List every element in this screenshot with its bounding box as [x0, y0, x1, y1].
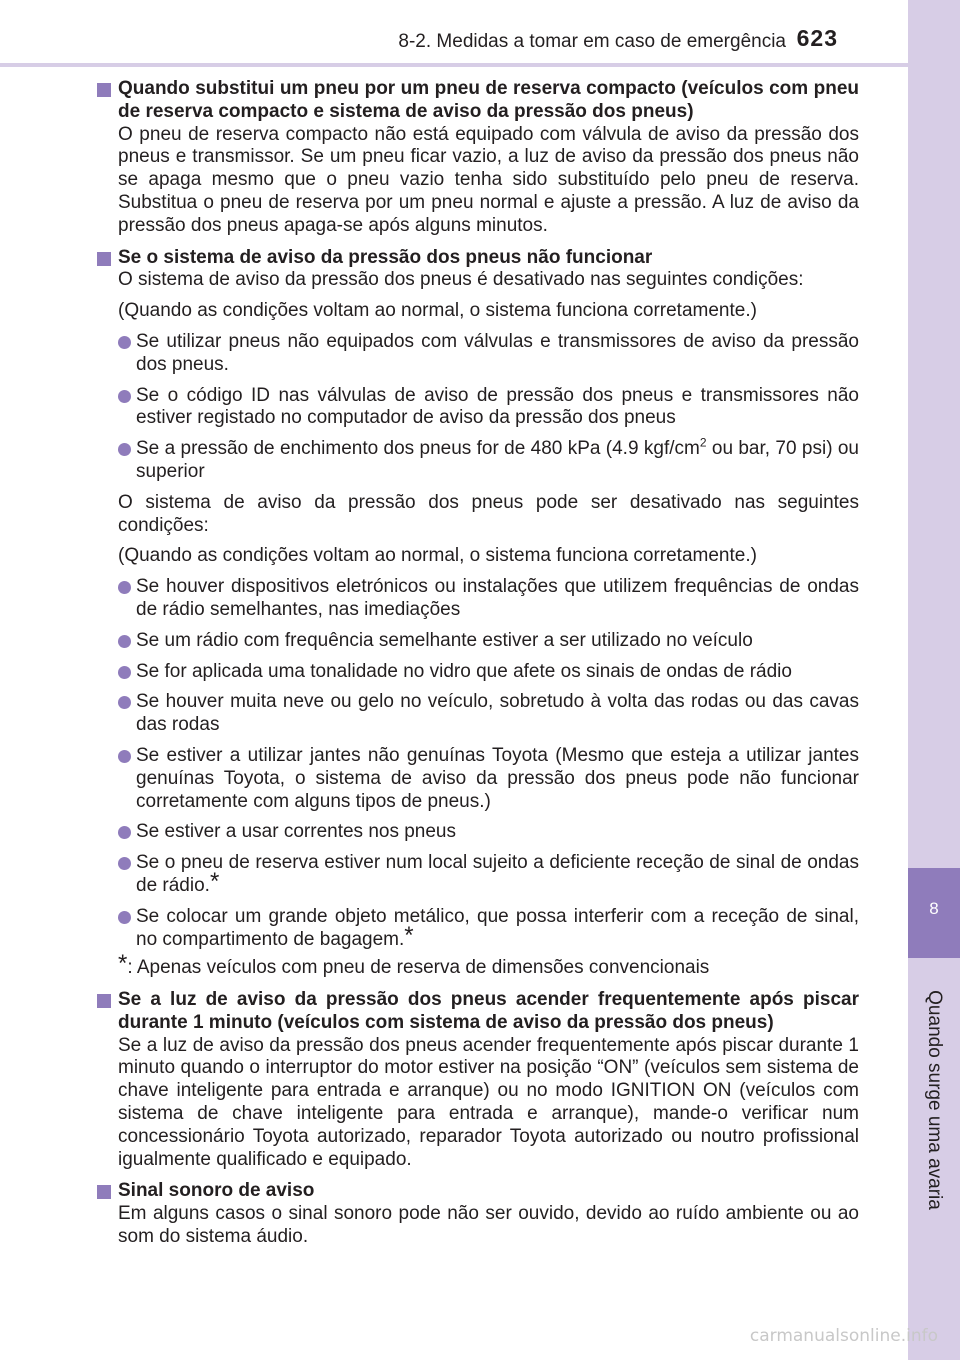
list-item: Se a pressão de enchimento dos pneus for de 480 kPa (4.9 kgf/$cm^2$ ou bar, 70 psi) ou superior — [118, 438, 859, 484]
side-tab-label: Quando surge uma avaria — [924, 990, 945, 1210]
section-compact-spare — [97, 78, 859, 238]
list-item: Se o pneu de reserva estiver num local sujeito a deficiente receção de sinal de ondas de rádio.* — [118, 852, 859, 898]
chapter-title: 8-2. Medidas a tomar em caso de emergência — [398, 31, 786, 52]
section-intro: O sistema de aviso da pressão dos pneus pode ser desativado nas seguintes condições: — [118, 491, 859, 536]
watermark: carmanualsonline.info — [749, 1326, 938, 1346]
round-bullet-icon — [118, 696, 131, 709]
page-header — [0, 0, 908, 64]
list-item: Se for aplicada uma tonalidade no vidro que afete os sinais de ondas de rádio — [118, 661, 859, 684]
section-body: O pneu de reserva compacto não está equipado com válvula de aviso da pressão dos pneus e transmissor. Se um pneu ficar vazio, a luz de aviso da pressão dos pneus não se apaga mesmo que o pneu vazio tenha sido substituído pelo pneu de reserva. Substitua o pneu de reserva por um pneu normal e ajuste a pressão. A luz de aviso da pressão dos pneus apaga-se após alguns minutos. — [118, 123, 859, 236]
section-body: Se a luz de aviso da pressão dos pneus acender frequentemente após piscar durante 1 minuto quando o interruptor do motor estiver na posição “ON” (veículos sem sistema de chave inteligente para entrada e arranque) ou no modo IGNITION ON (veículos com sistema de chave inteligente para entrada e arranque), mande-o verificar num concessionário Toyota autorizado, reparador Toyota autorizado ou noutro profissional igualmente qualificado e equipado. — [118, 1034, 859, 1170]
round-bullet-icon — [118, 826, 131, 839]
list-item: Se houver dispositivos eletrónicos ou instalações que utilizem frequências de ondas de rádio semelhantes, nas imediações — [118, 576, 859, 622]
footnote-asterisk: * — [404, 921, 414, 949]
round-bullet-icon — [118, 443, 131, 456]
section-heading: Se o sistema de aviso da pressão dos pneus não funcionar — [118, 246, 653, 268]
list-item: Se colocar um grande objeto metálico, que possa interferir com a receção de sinal, no compartimento de bagagem.* — [118, 906, 859, 952]
header-rule — [0, 63, 908, 67]
side-tab-number: 8 — [908, 868, 960, 958]
page-content — [97, 78, 859, 1258]
round-bullet-icon — [118, 666, 131, 679]
round-bullet-icon — [118, 911, 131, 924]
footnote: *: Apenas veículos com pneu de reserva de dimensões convencionais — [118, 950, 710, 979]
square-bullet-icon — [97, 83, 111, 97]
list-item: Se estiver a usar correntes nos pneus — [118, 821, 859, 844]
section-heading: Se a luz de aviso da pressão dos pneus acender frequentemente após piscar durante 1 minuto (veículos com sistema de aviso da pressão dos pneus) — [118, 989, 859, 1033]
round-bullet-icon — [118, 635, 131, 648]
section-warning-light-flashing — [97, 989, 859, 1171]
section-intro: O sistema de aviso da pressão dos pneus é desativado nas seguintes condições: — [118, 269, 804, 291]
section-heading: Sinal sonoro de aviso — [118, 1180, 315, 1202]
section-note: (Quando as condições voltam ao normal, o sistema funciona corretamente.) — [118, 300, 757, 322]
section-note: (Quando as condições voltam ao normal, o sistema funciona corretamente.) — [118, 545, 757, 567]
section-body: Em alguns casos o sinal sonoro pode não ser ouvido, devido ao ruído ambiente ou ao som do sistema áudio. — [118, 1203, 859, 1248]
section-warning-buzzer — [97, 1180, 859, 1248]
round-bullet-icon — [118, 336, 131, 349]
list-item: Se houver muita neve ou gelo no veículo, sobretudo à volta das rodas ou das cavas das rodas — [118, 691, 859, 737]
condition-list — [118, 331, 859, 484]
list-item: Se o código ID nas válvulas de aviso de pressão dos pneus e transmissores não estiver registado no computador de aviso da pressão dos pneus — [118, 385, 859, 431]
square-bullet-icon — [97, 252, 111, 266]
page-number: 623 — [796, 25, 838, 51]
square-bullet-icon — [97, 994, 111, 1008]
condition-list — [118, 576, 859, 951]
round-bullet-icon — [118, 750, 131, 763]
footnote-asterisk: * — [209, 867, 220, 895]
section-heading: Quando substitui um pneu por um pneu de reserva compacto (veículos com pneu de reserva compacto e sistema de aviso da pressão dos pneus) — [118, 78, 859, 122]
footnote-asterisk: * — [118, 950, 128, 978]
list-item: Se utilizar pneus não equipados com válvulas e transmissores de aviso da pressão dos pneus. — [118, 331, 859, 377]
round-bullet-icon — [118, 857, 131, 870]
square-bullet-icon — [97, 1185, 111, 1199]
section-system-not-working — [97, 247, 859, 981]
round-bullet-icon — [118, 581, 131, 594]
list-item: Se um rádio com frequência semelhante estiver a ser utilizado no veículo — [118, 630, 859, 653]
round-bullet-icon — [118, 390, 131, 403]
list-item: Se estiver a utilizar jantes não genuínas Toyota (Mesmo que esteja a utilizar jantes genuínas Toyota, o sistema de aviso da pressão dos pneus pode não funcionar corretamente com alguns tipos de pneus.) — [118, 745, 859, 813]
